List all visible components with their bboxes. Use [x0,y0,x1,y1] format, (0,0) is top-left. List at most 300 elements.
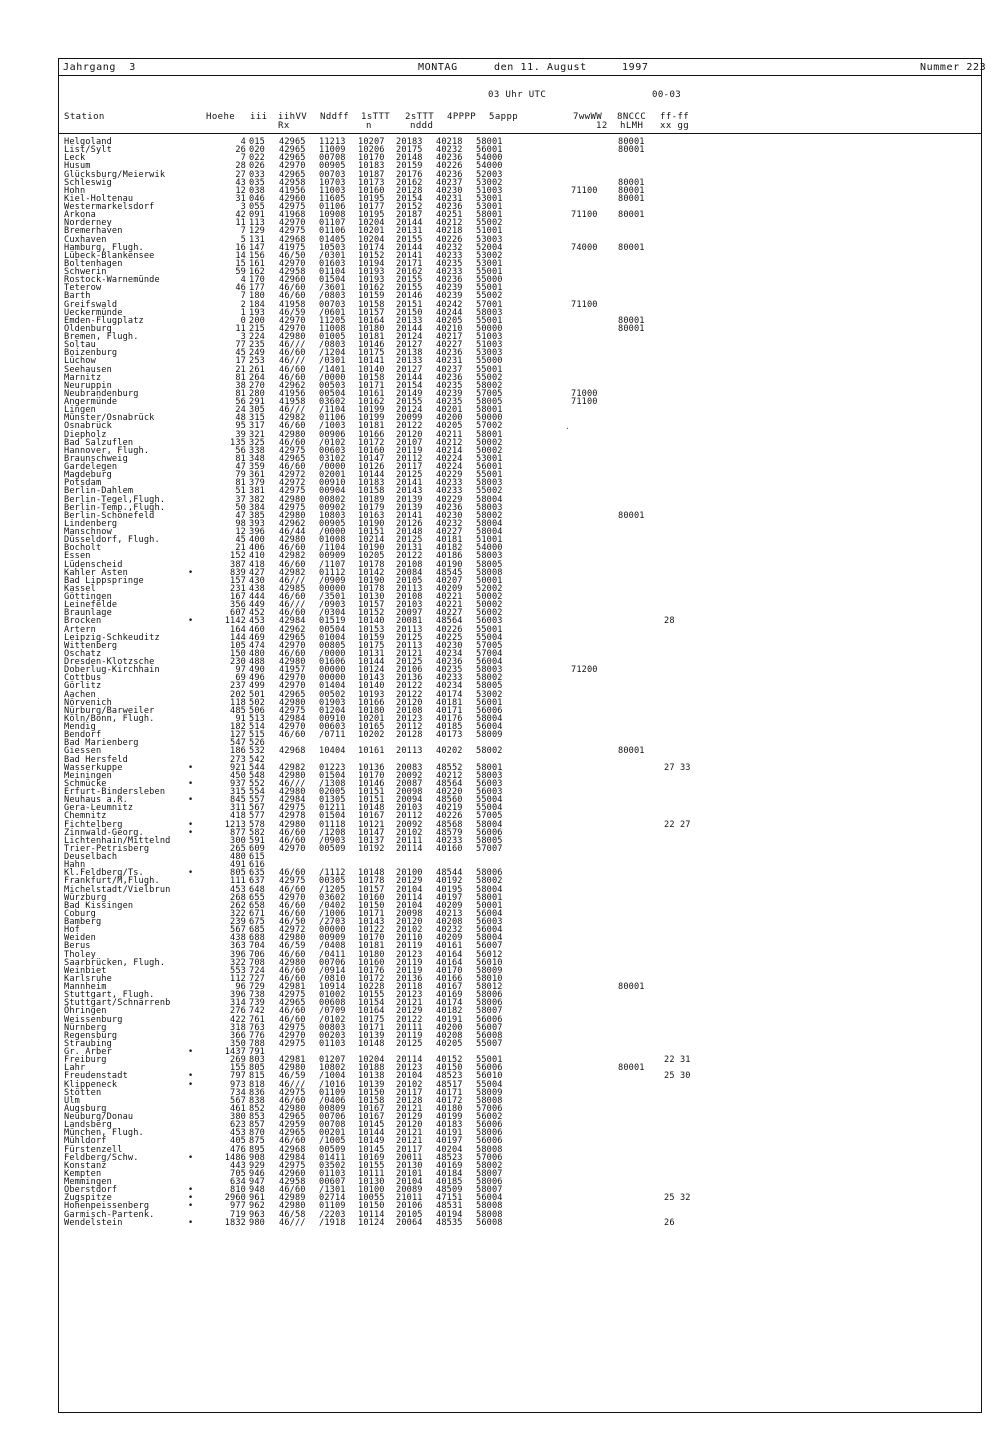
station-height: 845 [230,795,246,806]
station-index: 761 [249,1014,265,1025]
iihvv-group: 46/50 [279,917,306,927]
tendency-group: 53001 [476,258,503,269]
station-name: Braunschweig [64,453,128,464]
iihvv-group: 46/// [279,778,306,789]
weather-group: 71200 [571,665,598,676]
nddff-group: 00905 [319,161,346,172]
pressure-group: 40210 [436,323,463,334]
temp-group: 10146 [358,340,385,351]
station-name: Berlin-Dahlem [64,486,134,497]
tendency-group: 58004 [476,527,503,537]
tendency-group: 56007 [476,1022,503,1033]
tendency-group: 58010 [476,973,503,984]
nddff-group: /0301 [319,356,346,367]
dewpoint-group: 20144 [396,323,423,334]
iihvv-group: 46/60 [279,835,306,846]
station-index: 480 [249,648,265,659]
station-name: Potsdam [64,478,102,489]
pressure-group: 48509 [436,1185,463,1196]
nddff-group: 00509 [319,1144,346,1155]
station-height: 24 [235,405,246,416]
cloud-group: 80001 [618,210,645,221]
dewpoint-group: 20148 [396,527,423,537]
station-name: Berus [64,941,91,952]
station-index: 501 [249,689,265,700]
station-name: Kassel [64,583,96,594]
col-hoehe: Hoehe [206,112,236,122]
iihvv-group: 42980 [279,1201,306,1212]
pressure-group: 40160 [436,843,463,854]
temp-group: 10175 [358,1014,385,1025]
dewpoint-group: 20119 [396,965,423,976]
pressure-group: 48579 [436,827,463,838]
nddff-group: 00805 [319,640,346,651]
station-height: 450 [230,770,246,781]
iihvv-group: 46/// [279,1079,306,1090]
station-height: 96 [235,982,246,992]
station-index: 396 [249,527,265,537]
iihvv-group: 46/60 [279,965,306,976]
tendency-group: 53001 [476,453,503,464]
tendency-group: 56002 [476,1112,503,1122]
iihvv-group: 42980 [279,429,306,440]
station-name: Deuselbach [64,852,118,862]
tendency-group: 57002 [476,421,503,432]
temp-group: 10171 [358,380,385,391]
station-height: 977 [230,1201,246,1212]
temp-group: 10136 [358,762,385,773]
iihvv-group: 42958 [279,1177,306,1187]
temp-group: 10155 [358,1160,385,1171]
station-height: 366 [230,1030,246,1041]
pressure-group: 40235 [436,397,463,407]
temp-group: 10147 [358,827,385,838]
nddff-group: /0903 [319,600,346,611]
nddff-group: 00708 [319,153,346,164]
station-height: 623 [230,1120,246,1131]
tendency-group: 53002 [476,250,503,261]
station-name: Wittenberg [64,640,118,651]
cloud-group: 80001 [618,315,645,326]
station-index: 532 [249,746,265,757]
station-height: 1213 [224,819,246,830]
temp-group: 10159 [358,291,385,302]
station-index: 317 [249,421,265,432]
issue-number-label: Nummer 223 [920,62,987,73]
tendency-group: 58009 [476,965,503,976]
nddff-group: 00305 [319,876,346,887]
station-name: Bremerhaven [64,226,123,237]
station-index: 685 [249,925,265,936]
temp-group: 10190 [358,543,385,554]
nddff-group: 01211 [319,803,346,814]
pressure-group: 40236 [436,657,463,667]
summit-marker: • [188,1079,194,1090]
dewpoint-group: 20117 [396,1087,423,1098]
tendency-group: 58005 [476,559,503,570]
tendency-group: 58004 [476,494,503,505]
station-name: Nörvenich [64,697,112,708]
station-index: 224 [249,332,265,342]
station-index: 616 [249,860,265,871]
pressure-group: 40152 [436,1055,463,1066]
tendency-group: 58004 [476,884,503,895]
station-name: Lindenberg [64,518,118,529]
dewpoint-group: 20081 [396,616,423,627]
iihvv-group: 42980 [279,1063,306,1074]
station-name: Artern [64,624,96,635]
station-index: 838 [249,1095,265,1106]
nddff-group: /0711 [319,730,346,741]
tendency-group: 56004 [476,1193,503,1204]
station-index: 739 [249,998,265,1009]
station-index: 658 [249,900,265,911]
station-name: Magdeburg [64,470,112,481]
iihvv-group: 42970 [279,323,306,334]
station-name: Nürnberg [64,1022,107,1033]
nddff-group: 01005 [319,332,346,342]
tendency-group: 55002 [476,218,503,229]
station-height: 567 [230,1095,246,1106]
station-name: Schmücke [64,778,107,789]
pressure-group: 40218 [436,226,463,237]
station-height: 50 [235,502,246,513]
station-name: Lüdenscheid [64,559,123,570]
pressure-group: 40236 [436,153,463,164]
station-name: Braunlage [64,608,112,619]
station-name: Fürstenzell [64,1144,123,1155]
nddff-group: /2203 [319,1209,346,1220]
dewpoint-group: 20104 [396,1177,423,1187]
pressure-group: 40182 [436,1006,463,1017]
iihvv-group: 42965 [279,153,306,164]
dewpoint-group: 20104 [396,900,423,911]
pressure-group: 40239 [436,283,463,294]
dewpoint-group: 20112 [396,811,423,822]
station-height: 2 [240,299,246,310]
iihvv-group: 42982 [279,567,306,578]
station-height: 0 [240,315,246,326]
nddff-group: 03502 [319,1160,346,1171]
pressure-group: 40205 [436,315,463,326]
tendency-group: 58001 [476,405,503,416]
iihvv-group: 46/60 [279,900,306,911]
nddff-group: /0810 [319,973,346,984]
station-height: 268 [230,892,246,903]
iihvv-group: 42970 [279,673,306,684]
iihvv-group: 42970 [279,161,306,172]
nddff-group: 00509 [319,843,346,854]
station-index: 460 [249,624,265,635]
station-index: 552 [249,778,265,789]
station-index: 675 [249,917,265,927]
temp-group: 10154 [358,998,385,1009]
nddff-group: 01109 [319,1201,346,1212]
cloud-group: 80001 [618,1063,645,1074]
pressure-group: 48552 [436,762,463,773]
temp-group: 10204 [358,1055,385,1066]
dewpoint-group: 20114 [396,892,423,903]
temp-group: 10180 [358,705,385,716]
station-name: Nürburg/Barweiler [64,705,155,716]
station-name: Karlsruhe [64,973,112,984]
station-height: 111 [230,876,246,887]
station-name: Rostock-Warnemünde [64,275,160,286]
tendency-group: 55004 [476,795,503,806]
temp-group: 10188 [358,1063,385,1074]
dewpoint-group: 20128 [396,1095,423,1106]
station-height: 705 [230,1168,246,1179]
pressure-group: 40208 [436,1030,463,1041]
dewpoint-group: 20124 [396,332,423,342]
temp-group: 10195 [358,210,385,221]
tendency-group: 53001 [476,193,503,204]
tendency-group: 58009 [476,730,503,741]
dewpoint-group: 20118 [396,982,423,992]
temp-group: 10175 [358,348,385,359]
station-name: Görlitz [64,681,102,692]
station-height: 186 [230,746,246,757]
dewpoint-group: 20146 [396,291,423,302]
station-index: 264 [249,372,265,383]
pressure-group: 40242 [436,299,463,310]
station-name: Schwerin [64,267,107,277]
dewpoint-group: 20176 [396,169,423,180]
temp-group: 10137 [358,835,385,846]
pressure-group: 40186 [436,551,463,562]
dewpoint-group: 21011 [396,1193,423,1204]
dewpoint-group: 20139 [396,502,423,513]
nddff-group: 01004 [319,632,346,643]
nddff-group: 10914 [319,982,346,992]
station-height: 839 [230,567,246,578]
station-name: Helgoland [64,137,112,147]
tendency-group: 51003 [476,340,503,351]
station-name: Kahler Asten [64,567,128,578]
temp-group: 10201 [358,226,385,237]
station-index: 815 [249,1071,265,1082]
station-index: 410 [249,551,265,562]
station-height: 239 [230,917,246,927]
nddff-group: /2703 [319,917,346,927]
nddff-group: 00802 [319,494,346,505]
nddff-group: 01504 [319,811,346,822]
station-name: Boltenhagen [64,258,123,269]
summit-marker: • [188,1217,194,1228]
pressure-group: 40181 [436,697,463,708]
temp-group: 10178 [358,583,385,594]
gust-group: 22 27 [664,819,691,830]
dewpoint-group: 20114 [396,843,423,854]
nddff-group: 01002 [319,990,346,1001]
dewpoint-group: 20102 [396,827,423,838]
nddff-group: 01008 [319,535,346,546]
iihvv-group: 46/50 [279,250,306,261]
station-index: 091 [249,210,265,221]
station-name: Ueckermünde [64,307,123,318]
station-name: Husum [64,161,91,172]
station-name: Angermünde [64,397,118,407]
station-index: 291 [249,397,265,407]
temp-group: 10158 [358,486,385,497]
nddff-group: 00000 [319,925,346,936]
station-index: 548 [249,770,265,781]
station-index: 803 [249,1055,265,1066]
station-name: Gardelegen [64,462,118,472]
dewpoint-group: 20094 [396,795,423,806]
dewpoint-group: 20119 [396,957,423,968]
station-height: 2960 [224,1193,246,1204]
temp-group: 10138 [358,1071,385,1082]
iihvv-group: 42975 [279,486,306,497]
station-index: 724 [249,965,265,976]
station-name: Ulm [64,1095,80,1106]
dewpoint-group: 20162 [396,267,423,277]
station-height: 265 [230,843,246,854]
station-height: 300 [230,835,246,846]
tendency-group: 51001 [476,535,503,546]
nddff-group: /0803 [319,291,346,302]
tendency-group: 55001 [476,364,503,375]
iihvv-group: 42984 [279,616,306,627]
station-index: 449 [249,600,265,611]
nddff-group: /0000 [319,527,346,537]
station-index: 788 [249,1038,265,1049]
station-index: 161 [249,258,265,269]
tendency-group: 58004 [476,933,503,944]
station-height: 59 [235,267,246,277]
tendency-group: 57005 [476,811,503,822]
iihvv-group: 41958 [279,299,306,310]
dewpoint-group: 20105 [396,1209,423,1220]
dewpoint-group: 20139 [396,494,423,505]
iihvv-group: 46/60 [279,608,306,619]
station-index: 444 [249,592,265,602]
nddff-group: 01305 [319,795,346,806]
iihvv-group: 42989 [279,1193,306,1204]
pressure-group: 40221 [436,600,463,611]
iihvv-group: 46/// [279,356,306,367]
dewpoint-group: 20128 [396,185,423,196]
iihvv-group: 46/60 [279,291,306,302]
dewpoint-group: 20106 [396,665,423,676]
gust-group: 27 33 [664,762,691,773]
station-height: 547 [230,738,246,749]
pressure-group: 40227 [436,340,463,351]
col-ff-sub: xx gg [660,121,690,131]
tendency-group: 56004 [476,722,503,732]
pressure-group: 40233 [436,267,463,277]
iihvv-group: 41956 [279,185,306,196]
iihvv-group: 42975 [279,502,306,513]
temp-group: 10170 [358,770,385,781]
station-index: 578 [249,819,265,830]
pressure-group: 40204 [436,1144,463,1155]
nddff-group: 11205 [319,315,346,326]
tendency-group: 58008 [476,1209,503,1220]
station-height: 3 [240,332,246,342]
temp-group: 10055 [358,1193,385,1204]
nddff-group: /0102 [319,437,346,448]
station-height: 921 [230,762,246,773]
temp-group: 10204 [358,234,385,245]
station-name: Soltau [64,340,96,351]
tendency-group: 58006 [476,990,503,1001]
col-5appp: 5appp [489,112,519,122]
station-index: 015 [249,137,265,147]
station-name: Barth [64,291,91,302]
temp-group: 10179 [358,502,385,513]
station-height: 11 [235,218,246,229]
date-label: den 11. August [494,62,587,73]
nddff-group: 00203 [319,1030,346,1041]
station-name: Leck [64,153,86,164]
iihvv-group: 46/60 [279,884,306,895]
pressure-group: 40201 [436,405,463,416]
nddff-group: /1006 [319,908,346,919]
pressure-group: 40199 [436,1112,463,1122]
pressure-group: 40197 [436,1136,463,1147]
pressure-group: 40236 [436,202,463,212]
iihvv-group: 46/60 [279,543,306,554]
pressure-group: 40233 [436,250,463,261]
nddff-group: 02714 [319,1193,346,1204]
temp-group: 10193 [358,267,385,277]
station-height: 79 [235,470,246,481]
tendency-group: 56010 [476,957,503,968]
station-name: Freudenstadt [64,1071,128,1082]
tendency-group: 56008 [476,1030,503,1041]
pressure-group: 40185 [436,722,463,732]
weather-group: 71100 [571,210,598,221]
col-iihvv: iihVV [278,112,308,122]
station-height: 26 [235,145,246,156]
pressure-group: 40239 [436,291,463,302]
station-index: 763 [249,1022,265,1033]
pressure-group: 48523 [436,1071,463,1082]
station-height: 17 [235,356,246,367]
dewpoint-group: 20117 [396,1144,423,1155]
station-index: 929 [249,1160,265,1171]
temp-group: 10214 [358,535,385,546]
station-name: Neuburg/Donau [64,1112,134,1122]
pressure-group: 40205 [436,421,463,432]
cloud-group: 80001 [618,185,645,196]
station-height: 810 [230,1185,246,1196]
dewpoint-group: 20129 [396,1006,423,1017]
temp-group: 10206 [358,145,385,156]
station-index: 818 [249,1079,265,1090]
station-height: 43 [235,177,246,188]
jahrgang-label: Jahrgang 3 [63,62,136,73]
station-name: Landsberg [64,1120,112,1131]
dewpoint-group: 20101 [396,1168,423,1179]
nddff-group: 00000 [319,673,346,684]
temp-group: 10170 [358,153,385,164]
dewpoint-group: 20125 [396,632,423,643]
temp-group: 10189 [358,494,385,505]
station-name: Neuruppin [64,380,112,391]
station-height: 476 [230,1144,246,1155]
station-height: 7 [240,153,246,164]
tendency-group: 55004 [476,803,503,814]
temp-group: 10126 [358,462,385,472]
iihvv-group: 42970 [279,218,306,229]
iihvv-group: 42984 [279,795,306,806]
station-height: 15 [235,258,246,269]
station-height: 231 [230,583,246,594]
weather-group: 71000 [571,388,598,399]
